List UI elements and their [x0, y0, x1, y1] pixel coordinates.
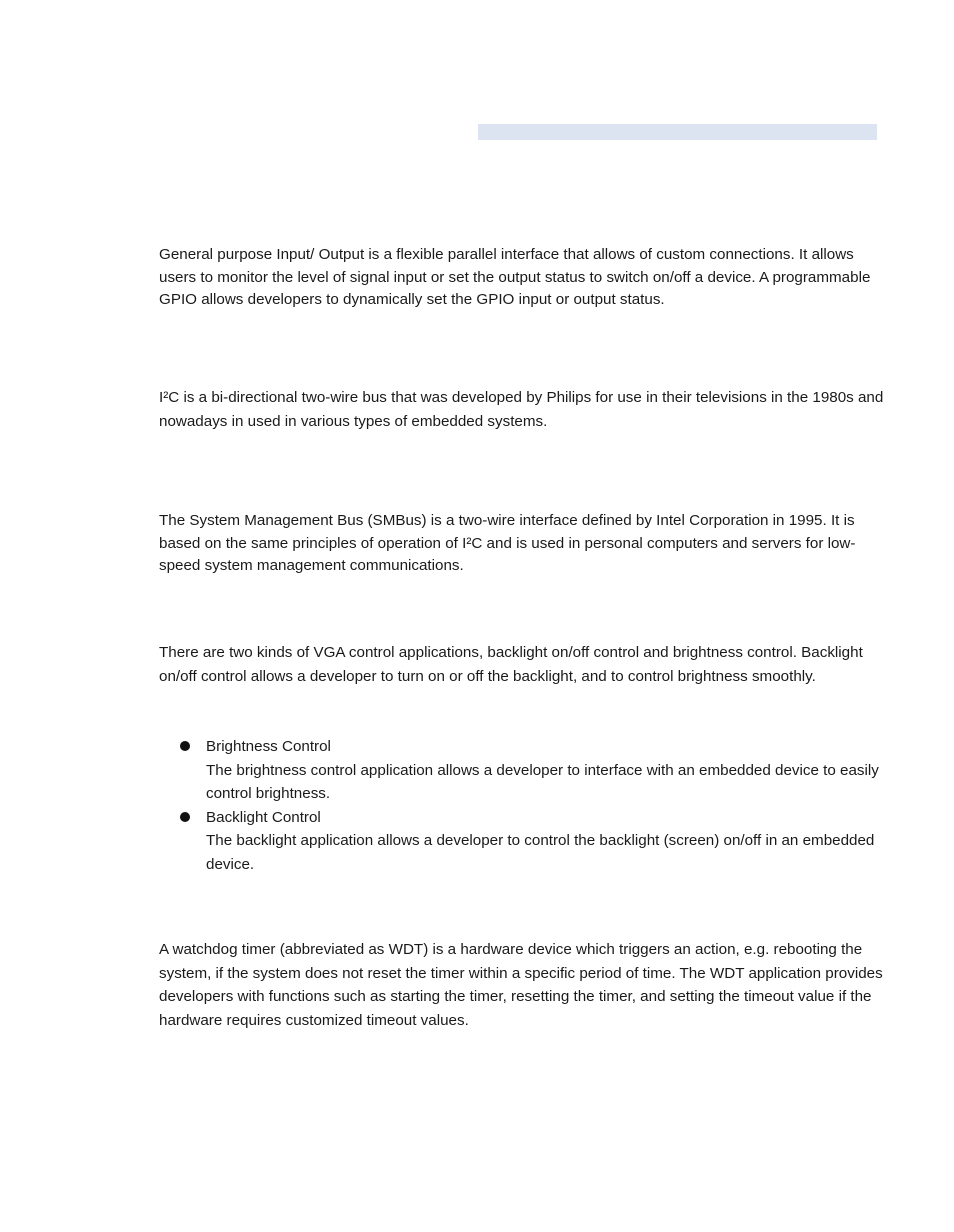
vga-paragraph: There are two kinds of VGA control applications, backlight on/off control and brightness control. Backlight on/off control allows a developer to turn on or off the backlight, and to control brightness smoothly. — [159, 644, 863, 685]
header-bar — [478, 124, 877, 140]
bullet-icon — [180, 741, 190, 751]
bullet-icon — [180, 812, 190, 822]
gpio-paragraph: General purpose Input/ Output is a flexible parallel interface that allows of custom connections. It allows users to monitor the level of signal input or set the output status to switch on/off a device. A programmable GPIO allows developers to dynamically set the GPIO input or output status. — [159, 246, 871, 308]
smbus-paragraph: The System Management Bus (SMBus) is a two-wire interface defined by Intel Corporation in 1995. It is based on the same principles of operation of I²C and is used in personal computers and servers for low-speed system management communications. — [159, 512, 856, 574]
list-item-title: Backlight Control — [206, 808, 321, 826]
list-item — [159, 735, 889, 806]
i2c-paragraph: I²C is a bi-directional two-wire bus that was developed by Philips for use in their televisions in the 1980s and nowadays in used in various types of embedded systems. — [159, 389, 884, 430]
list-item-title: Brightness Control — [206, 738, 331, 755]
vga-control-list — [159, 735, 889, 876]
list-item-description: The brightness control application allows a developer to interface with an embedded device to easily control brightness. — [206, 761, 879, 802]
list-item — [159, 806, 889, 877]
wdt-paragraph: A watchdog timer (abbreviated as WDT) is a hardware device which triggers an action, e.g. rebooting the system, if the system does not reset the timer within a specific period of time. The WDT application provides developers with functions such as starting the timer, resetting the timer, and setting the timeout value if the hardware requires customized timeout values. — [159, 941, 883, 1029]
list-item-description: The backlight application allows a developer to control the backlight (screen) on/off in an embedded device. — [206, 832, 875, 873]
